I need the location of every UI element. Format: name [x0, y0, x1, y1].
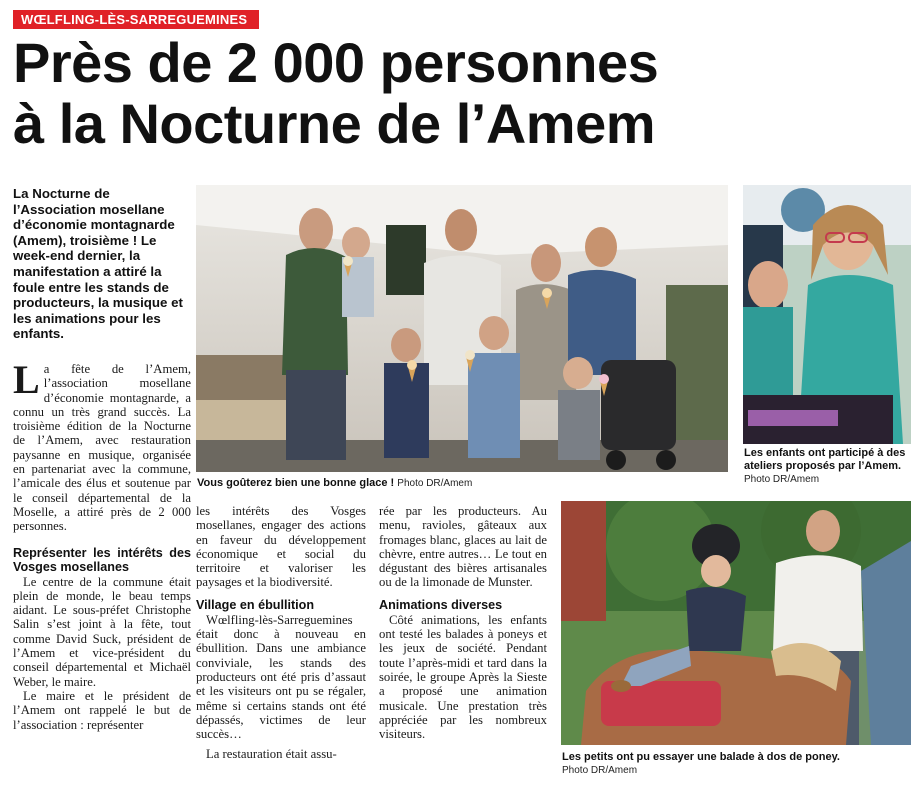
photo-caption-pony: [562, 751, 912, 777]
article-lead: La Nocturne de l’Association mosellane d’économie montagnarde (Amem), troisième ! Le week-end dernier, la manifestation a attiré la foule entre les stands de producteurs, la musique et les animations pour les enfants.: [13, 186, 183, 342]
caption-text: Les petits ont pu essayer une balade à dos de poney.: [562, 751, 840, 763]
photo-ice-cream-family: [196, 185, 728, 472]
subhead-village: Village en ébullition: [196, 597, 315, 612]
text-column-2: [196, 504, 366, 762]
photo-kids-workshop: [743, 185, 911, 444]
photo-pony-ride: [561, 501, 911, 745]
paragraph: les intérêts des Vosges mosellanes, engager des actions en faveur du développement économique et social du territoire et valoriser les paysages et la biodiversité.: [196, 504, 366, 590]
photo-caption-kids: [744, 447, 916, 486]
text-column-3: [379, 504, 547, 741]
photo-pony-ride-image: [561, 501, 911, 745]
subhead-representer: Représenter les intérêts des Vosges mosellanes: [13, 545, 191, 574]
photo-ice-cream-image: [196, 185, 728, 472]
headline-line-1: Près de 2 000 personnes: [13, 31, 659, 94]
intro-paragraph: [13, 357, 191, 534]
paragraph: Wœlfling-lès-Sarreguemines était donc à nouveau en ébullition. Dans une ambiance conviviale, les stands des producteurs ont été pris d’assaut et les visiteurs ont pu se régaler, même si certains stands ont été dépassés, victimes de leur succès…: [196, 612, 366, 742]
photo-kids-workshop-image: [743, 185, 911, 444]
photo-credit: Photo DR/Amem: [397, 478, 473, 489]
dropcap-letter: L: [13, 357, 40, 402]
paragraph: Le maire et le président de l’Amem ont rappelé le but de l’association : représenter: [13, 688, 191, 732]
paragraph: La restauration était assu-: [206, 747, 337, 762]
article-headline: [13, 32, 913, 154]
caption-text: Les enfants ont participé à des ateliers proposés par l’Amem.: [744, 447, 906, 472]
photo-credit: Photo DR/Amem: [562, 765, 638, 776]
paragraph: rée par les producteurs. Au menu, ravioles, gâteaux aux fromages blanc, glaces au lait de chèvre, entre autres… Le tout en dégustant des bières artisanales ou de la limonade de Munster.: [379, 504, 547, 590]
section-kicker: WŒLFLING-LÈS-SARREGUEMINES: [13, 10, 259, 29]
photo-credit: Photo DR/Amem: [744, 474, 820, 485]
photo-caption-main: [197, 477, 727, 490]
paragraph: Côté animations, les enfants ont testé les balades à poneys et les jeux de société. Pendant toute l’après-midi et tard dans la soirée, le groupe Après la Sieste a proposé une animation musicale. Une prestation très appréciée par les nombreux visiteurs.: [379, 612, 547, 742]
paragraph: Le centre de la commune était plein de monde, le beau temps aidant. Le sous-préfet Christophe Salin s’est joint à la fête, tout comme David Suck, président de l’Amem et vice-président du conseil départemental et Michaël Weber, le maire.: [13, 574, 191, 689]
text-column-1: [13, 357, 191, 732]
caption-text: Vous goûterez bien une bonne glace !: [197, 477, 395, 489]
intro-text: a fête de l’Amem, l’association mosellane d’économie montagnarde, a connu un très grand succès. La troisième édition de la Nocturne de l’Amem, avec restauration paysanne en musique, organisée en partenariat avec la commune, l’amicale des élus et soutenue par le conseil départemental de la Moselle, a attiré près de 2 000 personnes.: [13, 362, 191, 534]
subhead-animations: Animations diverses: [379, 597, 503, 612]
headline-line-2: à la Nocturne de l’Amem: [13, 92, 656, 155]
